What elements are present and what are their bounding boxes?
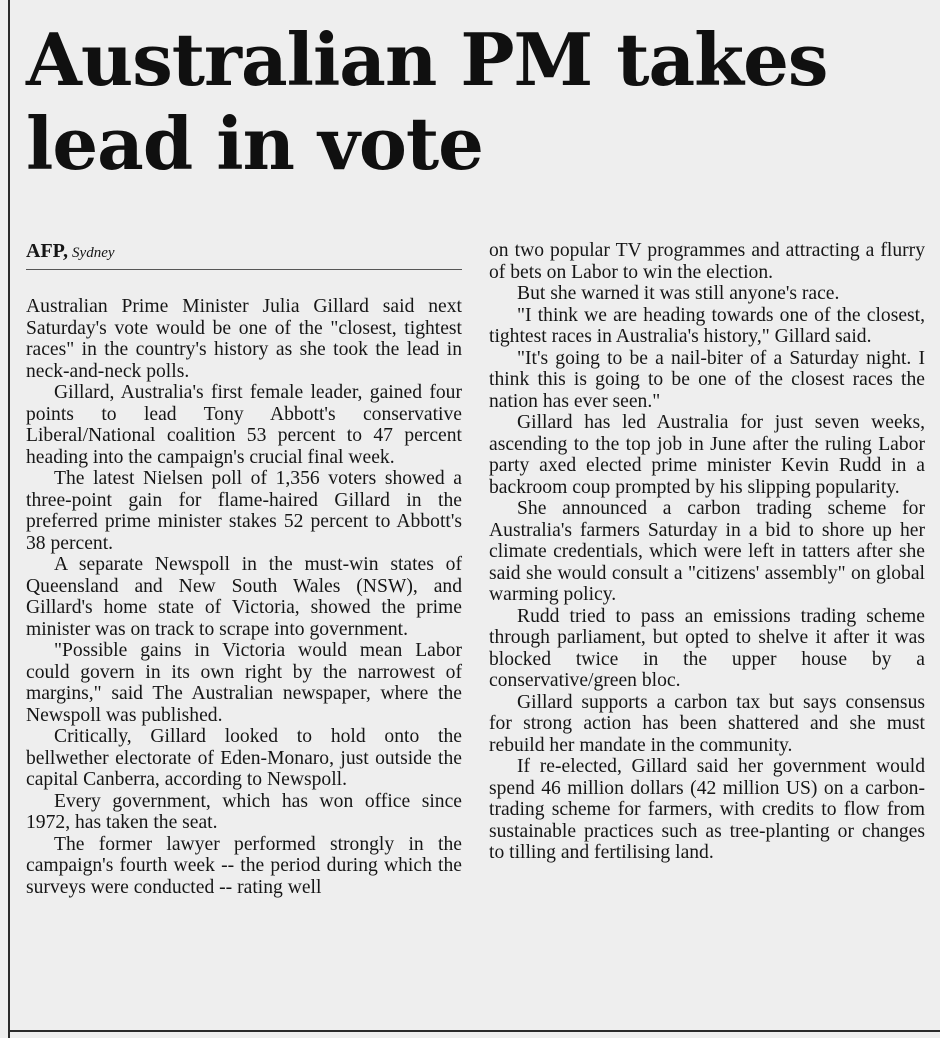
paragraph: If re-elected, Gillard said her government would spend 46 million dollars (42 million US) on a carbon-trading scheme for farmers, with credits to flow from sustainable practices such as tree-planting or changes to tilling and fertilising land.	[489, 756, 925, 863]
article-column-left	[26, 240, 462, 898]
paragraph: Rudd tried to pass an emissions trading scheme through parliament, but opted to shelve it after it was blocked twice in the upper house by a conservative/green bloc.	[489, 605, 925, 691]
paragraph: A separate Newspoll in the must-win states of Queensland and New South Wales (NSW), and Gillard's home state of Victoria, showed the prime minister was on track to scrape into government.	[26, 554, 462, 640]
paragraph: "It's going to be a nail-biter of a Saturday night. I think this is going to be one of the closest races the nation has ever seen."	[489, 347, 925, 412]
paragraph: The former lawyer performed strongly in the campaign's fourth week -- the period during which the surveys were conducted -- rating well	[26, 833, 462, 898]
paragraph: Gillard, Australia's first female leader, gained four points to lead Tony Abbott's conservative Liberal/National coalition 53 percent to 47 percent heading into the campaign's crucial final week.	[26, 382, 462, 468]
left-column-rule	[8, 0, 10, 1038]
paragraph: But she warned it was still anyone's race.	[517, 283, 840, 304]
article-column-right	[489, 240, 925, 864]
byline	[26, 240, 462, 262]
paragraph: Gillard has led Australia for just seven weeks, ascending to the top job in June after the ruling Labor party axed elected prime minister Kevin Rudd in a backroom coup prompted by his slipping popularity.	[489, 412, 925, 498]
byline-agency: AFP,	[26, 240, 69, 262]
paragraph: She announced a carbon trading scheme for Australia's farmers Saturday in a bid to shore up her climate credentials, which were left in tatters after she said she would consult a "citizens' assembly" on global warming policy.	[489, 498, 925, 605]
paragraph: Critically, Gillard looked to hold onto the bellwether electorate of Eden-Monaro, just outside the capital Canberra, according to Newspoll.	[26, 726, 462, 790]
byline-place: Sydney	[72, 245, 115, 261]
paragraph: "I think we are heading towards one of the closest, tightest races in Australia's history," Gillard said.	[489, 304, 925, 347]
paragraph: on two popular TV programmes and attracting a flurry of bets on Labor to win the election.	[489, 240, 925, 283]
paragraph: The latest Nielsen poll of 1,356 voters showed a three-point gain for flame-haired Gillard in the preferred prime minister stakes 52 percent to Abbott's 38 percent.	[26, 468, 462, 554]
paragraph: Australian Prime Minister Julia Gillard said next Saturday's vote would be one of the "closest, tightest races" in the country's history as she took the lead in neck-and-neck polls.	[26, 296, 462, 382]
headline: Australian PM takes lead in vote	[26, 17, 828, 186]
paragraph: Every government, which has won office since 1972, has taken the seat.	[26, 790, 462, 833]
paragraph: Gillard supports a carbon tax but says consensus for strong action has been shattered and she must rebuild her mandate in the community.	[489, 691, 925, 756]
paragraph: "Possible gains in Victoria would mean Labor could govern in its own right by the narrowest of margins," said The Australian newspaper, where the Newspoll was published.	[26, 640, 462, 726]
bottom-rule	[8, 1030, 940, 1032]
